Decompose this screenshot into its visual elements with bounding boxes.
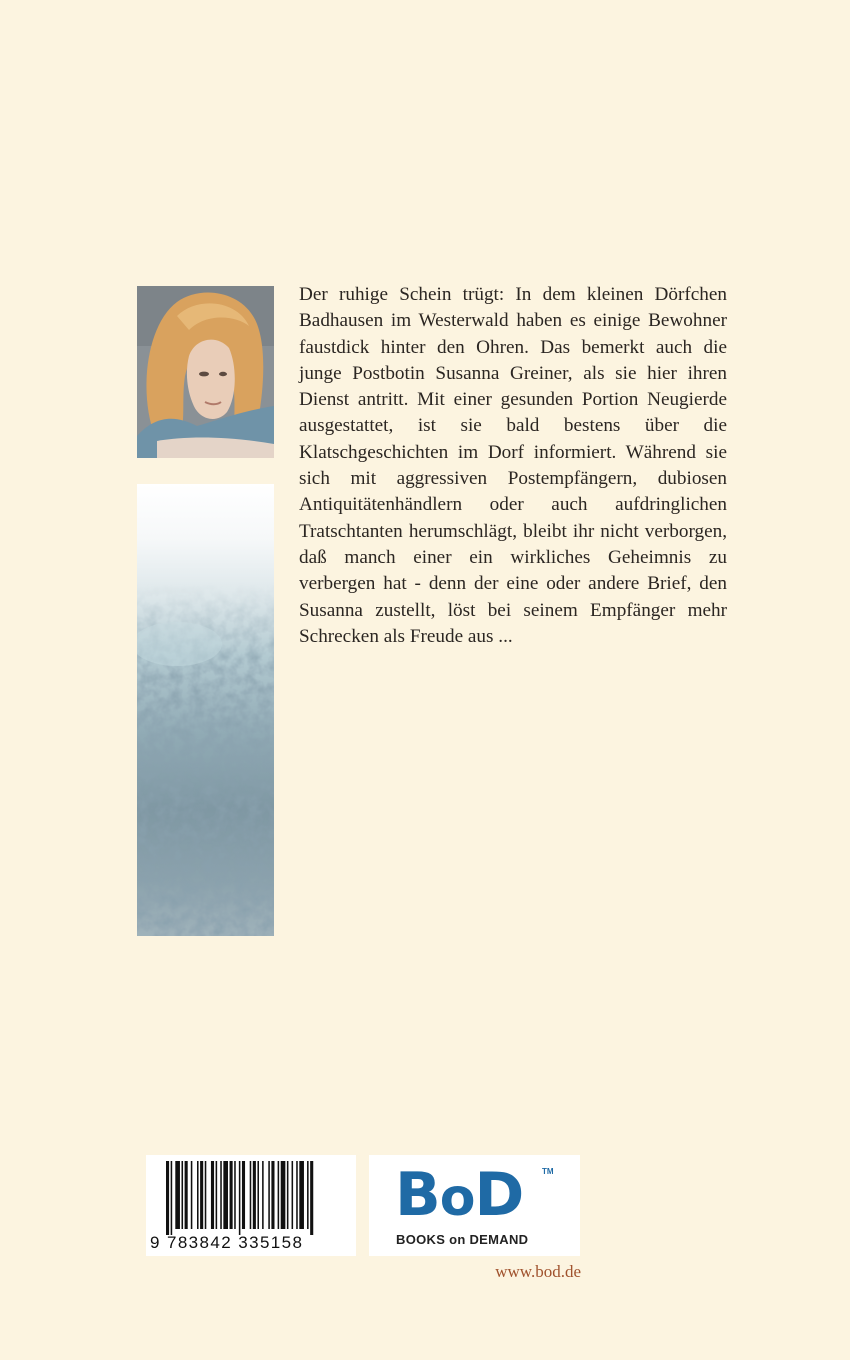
bod-wordmark <box>395 1159 523 1234</box>
barcode-bar <box>182 1161 184 1229</box>
isbn-number: 9 783842 335158 <box>150 1233 304 1252</box>
isbn-barcode <box>146 1155 356 1256</box>
barcode-bar <box>296 1161 298 1229</box>
barcode-bar <box>175 1161 180 1229</box>
bod-letter-o: o <box>439 1168 475 1228</box>
publisher-logo <box>369 1155 580 1256</box>
barcode-bar <box>197 1161 199 1229</box>
barcode-bar <box>242 1161 245 1229</box>
barcode-bar <box>281 1161 286 1229</box>
barcode-bar <box>191 1161 193 1229</box>
barcode-bar <box>200 1161 203 1229</box>
barcode-bar <box>307 1161 309 1229</box>
barcode-bar <box>166 1161 169 1235</box>
barcode-bar <box>271 1161 274 1229</box>
barcode-bar <box>211 1161 214 1229</box>
barcode-bar <box>253 1161 256 1229</box>
barcode-bar <box>299 1161 304 1229</box>
barcode-bar <box>250 1161 252 1229</box>
author-photo <box>137 286 274 458</box>
publisher-url: www.bod.de <box>495 1262 581 1281</box>
barcode-bar <box>230 1161 233 1229</box>
cover-image-strip <box>137 484 274 936</box>
barcode-bar <box>287 1161 289 1229</box>
barcode-bar <box>234 1161 236 1229</box>
barcode-bar <box>257 1161 259 1229</box>
bod-letter-d: D <box>474 1160 524 1230</box>
back-cover-blurb: Der ruhige Schein trügt: In dem kleinen Dörfchen Badhausen im Westerwald haben es einige Bewohner faustdick hinter den Ohren. Das bemerkt auch die junge Postbotin Susanna Greiner, als sie hier ihren Dienst antritt. Mit einer gesunden Portion Neugierde ausgestattet, ist sie bald bestens über die Klatschgeschichten im Dorf informiert. Während sie sich mit aggressiven Postempfängern, dubiosen Antiquitätenhändlern oder auch aufdringlichen Tratschtanten herumschlägt, bleibt ihr nicht verborgen, daß manch einer ein wirkliches Geheimnis zu verbergen hat - denn der eine oder andere Brief, den Susanna zustellt, löst bei seinem Empfänger mehr Schrecken als Freude aus ... <box>299 284 727 647</box>
barcode-bar <box>268 1161 270 1229</box>
barcode-bar <box>223 1161 228 1229</box>
barcode-bar <box>239 1161 241 1235</box>
barcode-bar <box>262 1161 264 1229</box>
barcode-bars <box>146 1155 356 1235</box>
publisher-tagline: BOOKS on DEMAND <box>396 1232 529 1247</box>
barcode-bar <box>310 1161 313 1235</box>
barcode-bar <box>216 1161 218 1229</box>
bod-letter-b: B <box>395 1160 440 1230</box>
trademark-mark: TM <box>542 1167 554 1176</box>
barcode-bar <box>205 1161 207 1229</box>
barcode-bar <box>171 1161 173 1235</box>
barcode-bar <box>292 1161 294 1229</box>
barcode-bar <box>220 1161 222 1229</box>
barcode-bar <box>185 1161 188 1229</box>
barcode-bar <box>278 1161 280 1229</box>
